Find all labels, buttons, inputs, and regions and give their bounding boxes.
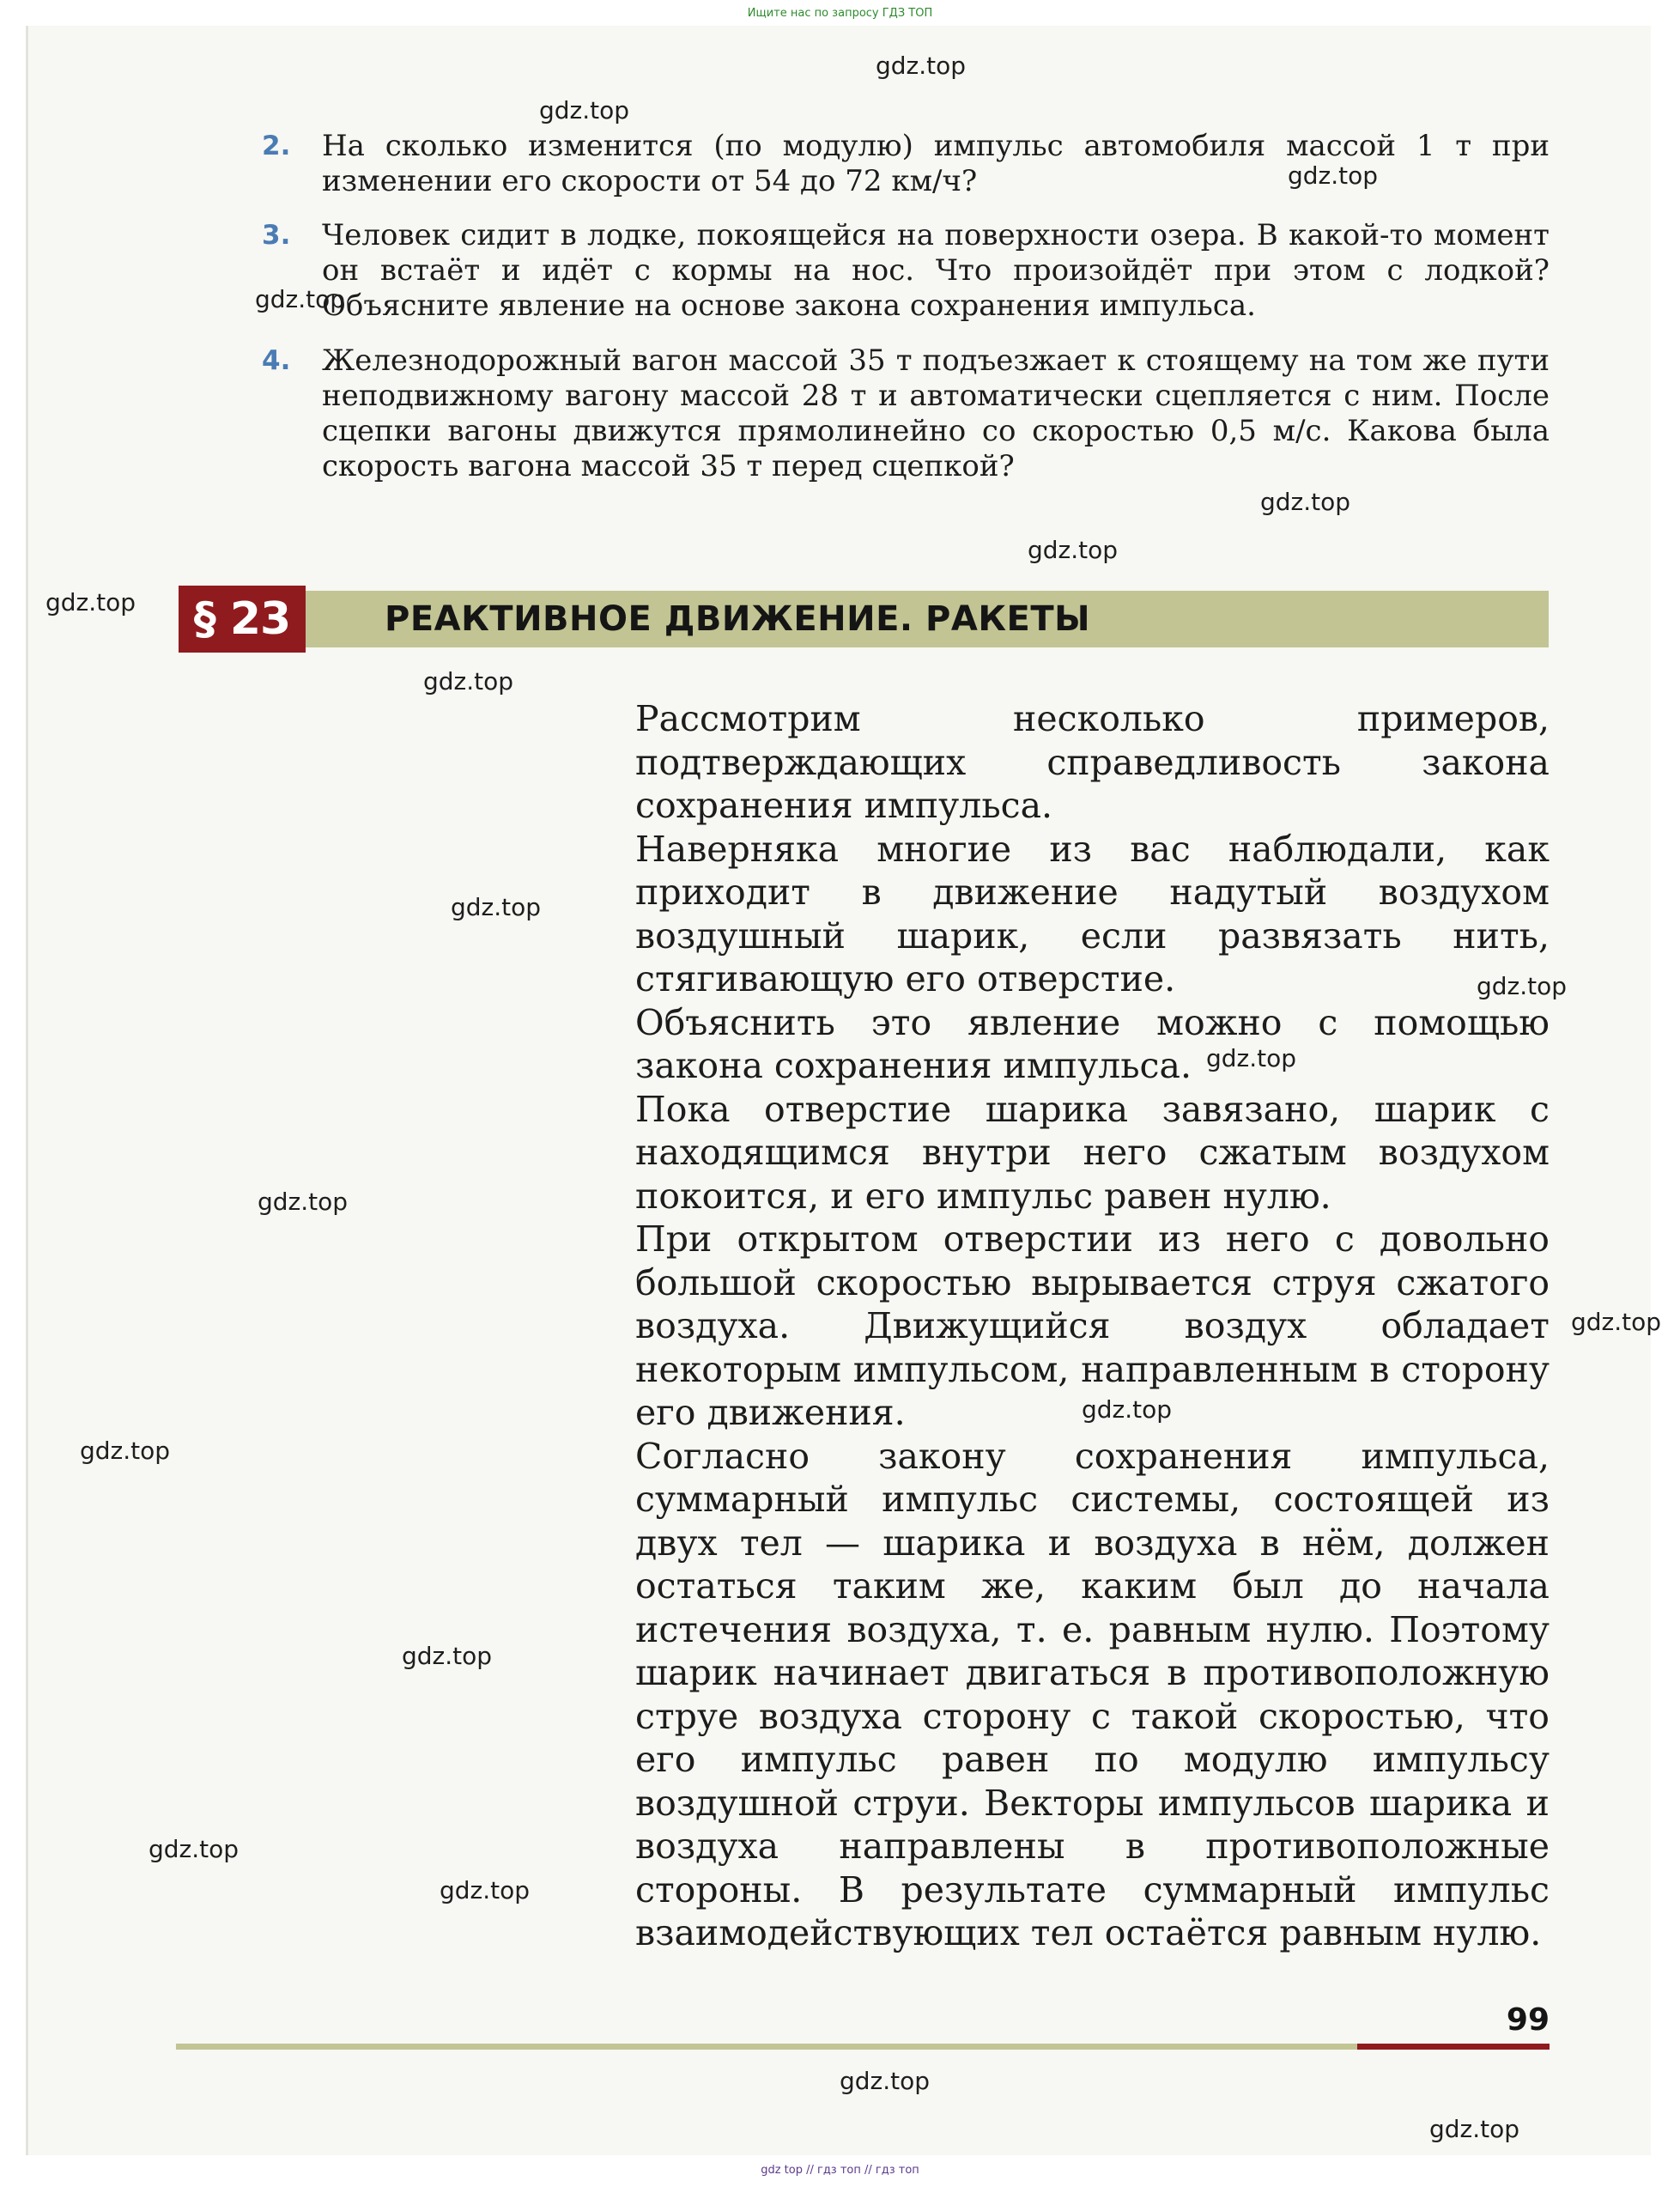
watermark: gdz.top bbox=[149, 1835, 240, 1863]
header-note: Ищите нас по запросу ГДЗ ТОП bbox=[747, 7, 933, 20]
watermark: gdz.top bbox=[539, 96, 630, 125]
paragraph: Объяснить это явление можно с помощью закона сохранения импульса. bbox=[635, 1001, 1550, 1086]
question-number: 2. bbox=[262, 131, 291, 161]
watermark: gdz.top bbox=[1477, 972, 1568, 1000]
paragraph: Согласно закону сохранения импульса, суммарный импульс системы, состоящей из двух тел — шарика и воздуха в нём, должен остаться таким же, каким был до начала истечения воздуха, т. е. равным нулю. Поэтому шарик начинает двигаться в противоположную струе воздуха сторону с такой скоростью, что его импульс равен по модулю импульсу воздушной струи. Векторы импульсов шарика и воздуха направлены в противоположные стороны. В результате суммарный импульс взаимодействующих тел остаётся равным нулю. bbox=[635, 1435, 1550, 1953]
watermark: gdz.top bbox=[1206, 1044, 1297, 1072]
paragraph: Рассмотрим несколько примеров, подтверждающих справедливость закона сохранения импульса. bbox=[635, 698, 1550, 826]
watermark: gdz.top bbox=[258, 1188, 349, 1216]
watermark: gdz.top bbox=[1571, 1308, 1662, 1336]
watermark: gdz.top bbox=[451, 893, 542, 921]
question-number: 4. bbox=[262, 345, 291, 376]
watermark: gdz.top bbox=[1429, 2115, 1520, 2143]
section-title: РЕАКТИВНОЕ ДВИЖЕНИЕ. РАКЕТЫ bbox=[385, 599, 1091, 639]
watermark: gdz.top bbox=[876, 52, 967, 80]
question-text: Железнодорожный вагон массой 35 т подъезжает к стоящему на том же пути неподвижному вагону массой 28 т и автоматически сцепляется с ним. После сцепки вагоны движутся прямолинейно со скоростью 0,5 м/с. Какова была скорость вагона массой 35 т перед сцепкой? bbox=[322, 343, 1550, 483]
footer-rule bbox=[176, 2044, 1550, 2050]
watermark: gdz.top bbox=[1288, 161, 1379, 190]
watermark: gdz.top bbox=[440, 1876, 531, 1905]
watermark: gdz.top bbox=[1082, 1395, 1173, 1424]
footer-note: gdz top // гдз топ // гдз топ bbox=[761, 2164, 919, 2177]
watermark: gdz.top bbox=[840, 2067, 931, 2095]
watermark: gdz.top bbox=[80, 1437, 171, 1465]
paragraph: При открытом отверстии из него с довольно большой скоростью вырывается струя сжатого воздуха. Движущийся воздух обладает некоторым импульсом, направленным в сторону его движения. bbox=[635, 1218, 1550, 1433]
watermark: gdz.top bbox=[45, 588, 136, 617]
watermark: gdz.top bbox=[255, 285, 346, 313]
question-text: Человек сидит в лодке, покоящейся на поверхности озера. В какой-то момент он встаёт и идёт с кормы на нос. Что произойдёт при этом с лодкой? Объясните явление на основе закона сохранения импульса. bbox=[322, 218, 1550, 323]
section-number: § 23 bbox=[179, 586, 306, 653]
watermark: gdz.top bbox=[1028, 536, 1119, 564]
paragraph: Пока отверстие шарика завязано, шарик с находящимся внутри него сжатым воздухом покоится, и его импульс равен нулю. bbox=[635, 1088, 1550, 1217]
question-number: 3. bbox=[262, 220, 291, 251]
question-4 bbox=[262, 343, 1550, 484]
question-text: На сколько изменится (по модулю) импульс автомобиля массой 1 т при изменении его скорости от 54 до 72 км/ч? bbox=[322, 129, 1550, 198]
watermark: gdz.top bbox=[1260, 488, 1351, 516]
page-number: 99 bbox=[1506, 2002, 1550, 2038]
watermark: gdz.top bbox=[423, 667, 514, 696]
paragraph: Наверняка многие из вас наблюдали, как приходит в движение надутый воздухом воздушный шарик, если развязать нить, стягивающую его отверстие. bbox=[635, 828, 1550, 999]
watermark: gdz.top bbox=[402, 1642, 493, 1670]
section-body bbox=[635, 697, 1550, 1955]
